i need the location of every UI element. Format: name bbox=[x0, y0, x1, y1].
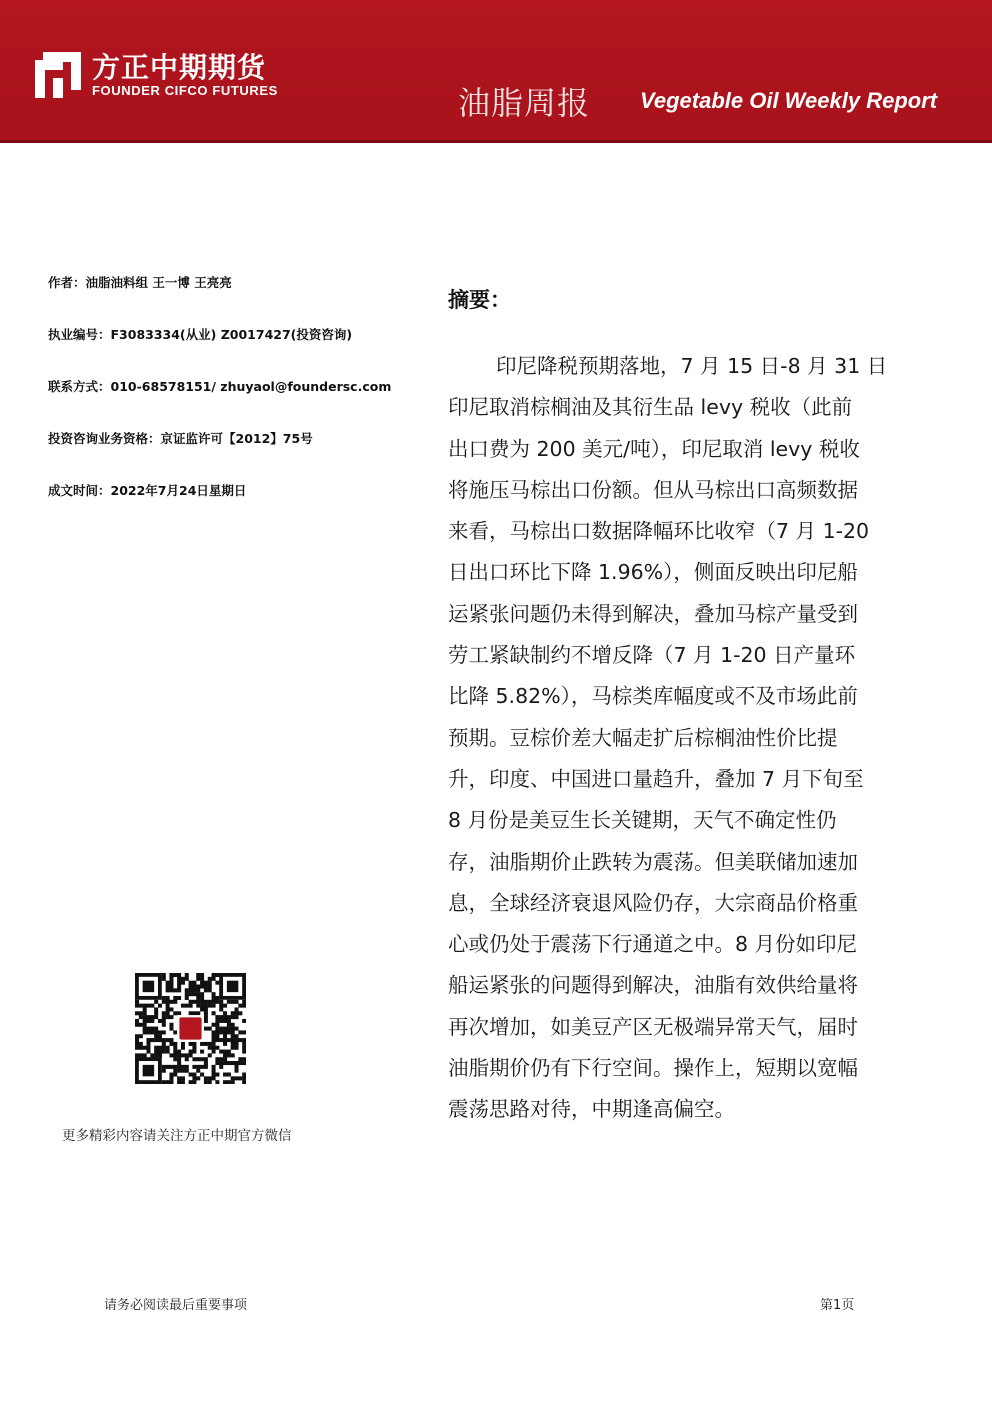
abstract-line: 震荡思路对待，中期逢高偏空。 bbox=[448, 1097, 735, 1122]
report-title-cn: 油脂周报 bbox=[458, 84, 591, 122]
abstract-line: 日出口环比下降 1.96%），侧面反映出印尼船 bbox=[448, 560, 858, 585]
meta-date-key: 成文时间： bbox=[48, 483, 111, 498]
meta-qualification-value: 京证监许可【2012】75号 bbox=[160, 431, 313, 446]
abstract-line: 运紧张问题仍未得到解决，叠加马棕产量受到 bbox=[448, 601, 858, 626]
meta-contact bbox=[48, 377, 391, 395]
qr-caption: 更多精彩内容请关注方正中期官方微信 bbox=[62, 1128, 292, 1144]
abstract-line: 预期。豆棕价差大幅走扩后棕榈油性价比提 bbox=[448, 725, 838, 750]
abstract-line: 息，全球经济衰退风险仍存，大宗商品价格重 bbox=[448, 890, 858, 915]
abstract-line: 比降 5.82%），马棕类库幅度或不及市场此前 bbox=[448, 684, 858, 709]
footer-notice: 请务必阅读最后重要事项 bbox=[104, 1298, 248, 1313]
meta-author bbox=[48, 273, 232, 291]
abstract-line: 来看，马棕出口数据降幅环比收窄（7 月 1-20 bbox=[448, 519, 870, 544]
abstract-line: 印尼取消棕榈油及其衍生品 levy 税收（此前 bbox=[448, 395, 853, 420]
meta-author-key: 作者： bbox=[48, 275, 86, 290]
abstract-line: 油脂期价仍有下行空间。操作上，短期以宽幅 bbox=[448, 1056, 858, 1081]
meta-date-value: 2022年7月24日星期日 bbox=[110, 483, 247, 498]
founder-logo-icon bbox=[33, 50, 83, 100]
abstract-line: 心或仍处于震荡下行通道之中。8 月份如印尼 bbox=[448, 932, 858, 957]
abstract-line: 出口费为 200 美元/吨），印尼取消 levy 税收 bbox=[448, 436, 860, 461]
abstract-line: 将施压马棕出口份额。但从马棕出口高频数据 bbox=[448, 477, 858, 502]
report-header bbox=[0, 0, 992, 140]
meta-author-value: 油脂油料组 王一博 王亮亮 bbox=[85, 275, 232, 290]
abstract-line: 8 月份是美豆生长关键期，天气不确定性仍 bbox=[448, 808, 837, 833]
meta-contact-value: 010-68578151/ zhuyaol@foundersc.com bbox=[110, 379, 392, 394]
abstract-line: 劳工紧缺制约不增反降（7 月 1-20 日产量环 bbox=[448, 643, 856, 668]
report-title-en: Vegetable Oil Weekly Report bbox=[640, 88, 938, 113]
abstract-body bbox=[448, 346, 918, 1131]
meta-date bbox=[48, 481, 246, 499]
abstract-line: 印尼降税预期落地，7 月 15 日-8 月 31 日 bbox=[496, 354, 888, 378]
company-name-cn: 方正中期期货 bbox=[92, 51, 267, 84]
page-number: 第1页 bbox=[820, 1298, 855, 1313]
abstract-title: 摘要： bbox=[448, 288, 511, 312]
meta-qualification bbox=[48, 429, 313, 447]
company-name-en: FOUNDER CIFCO FUTURES bbox=[92, 83, 278, 98]
meta-qualification-key: 投资咨询业务资格： bbox=[48, 431, 161, 446]
abstract-line: 船运紧张的问题得到解决，油脂有效供给量将 bbox=[448, 973, 858, 998]
wechat-qr-code-icon bbox=[135, 973, 246, 1084]
meta-contact-key: 联系方式： bbox=[48, 379, 111, 394]
abstract-line: 升，印度、中国进口量趋升，叠加 7 月下旬至 bbox=[448, 766, 864, 791]
abstract-line: 存，油脂期价止跌转为震荡。但美联储加速加 bbox=[448, 849, 858, 874]
meta-license bbox=[48, 325, 352, 343]
meta-license-key: 执业编号： bbox=[48, 327, 111, 342]
meta-license-value: F3083334(从业) Z0017427(投资咨询) bbox=[110, 327, 353, 342]
header-divider bbox=[0, 140, 992, 143]
abstract-line: 再次增加，如美豆产区无极端异常天气，届时 bbox=[448, 1014, 858, 1039]
